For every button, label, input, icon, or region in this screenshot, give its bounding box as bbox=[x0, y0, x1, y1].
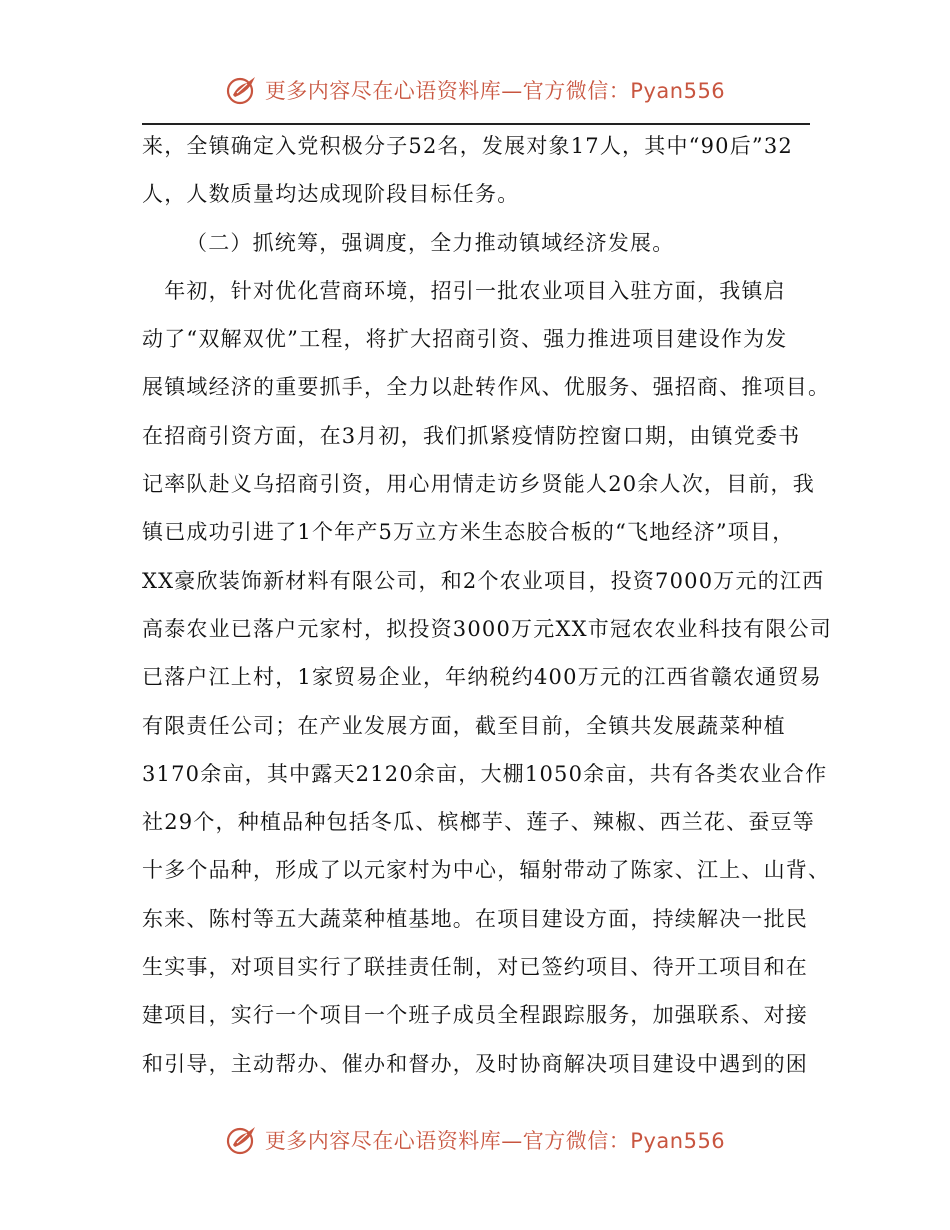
text-line: 高泰农业已落户元家村，拟投资3000万元XX市冠农农业科技有限公司 bbox=[142, 616, 832, 641]
text-line: 展镇域经济的重要抓手，全力以赴转作风、优服务、强招商、推项目。 bbox=[142, 375, 831, 400]
banner-text: 更多内容尽在心语资料库—官方微信：Pyan556 bbox=[264, 1129, 726, 1153]
text-line: 动了“双解双优”工程，将扩大招商引资、强力推进项目建设作为发 bbox=[142, 327, 788, 352]
text-line: 人，人数质量均达成现阶段目标任务。 bbox=[142, 182, 520, 207]
text-line: 3170余亩，其中露天2120余亩，大棚1050余亩，共有各类农业合作 bbox=[142, 761, 828, 786]
pen-logo-icon bbox=[225, 73, 259, 107]
header-banner bbox=[0, 68, 950, 112]
text-line: 生实事，对项目实行了联挂责任制，对已签约项目、待开工项目和在 bbox=[142, 955, 808, 980]
text-line: 镇已成功引进了1个年产5万立方米生态胶合板的“飞地经济”项目， bbox=[142, 520, 795, 545]
section-heading: （二）抓统筹，强调度，全力推动镇域经济发展。 bbox=[186, 230, 675, 255]
document-body bbox=[142, 122, 832, 1088]
footer-banner bbox=[0, 1118, 950, 1162]
text-line: 来，全镇确定入党积极分子52名，发展对象17人，其中“90后”32 bbox=[142, 134, 793, 158]
text-line: 十多个品种，形成了以元家村为中心，辐射带动了陈家、江上、山背、 bbox=[142, 858, 831, 883]
banner-text: 更多内容尽在心语资料库—官方微信：Pyan556 bbox=[264, 79, 726, 103]
text-line: 已落户江上村，1家贸易企业，年纳税约400万元的江西省赣农通贸易 bbox=[142, 665, 822, 690]
text-line: 在招商引资方面，在3月初，我们抓紧疫情防控窗口期，由镇党委书 bbox=[142, 423, 801, 448]
text-line: 社29个，种植品种包括冬瓜、槟榔芋、莲子、辣椒、西兰花、蚕豆等 bbox=[142, 810, 815, 835]
text-line: 记率队赴义乌招商引资，用心用情走访乡贤能人20余人次，目前，我 bbox=[142, 472, 815, 497]
text-line: 建项目，实行一个项目一个班子成员全程跟踪服务，加强联系、对接 bbox=[142, 1003, 808, 1028]
text-line: 年初，针对优化营商环境，招引一批农业项目入驻方面，我镇启 bbox=[142, 278, 786, 303]
text-line: XX豪欣装饰新材料有限公司，和2个农业项目，投资7000万元的江西 bbox=[142, 568, 825, 593]
text-line: 有限责任公司；在产业发展方面，截至目前，全镇共发展蔬菜种植 bbox=[142, 713, 786, 738]
text-line: 东来、陈村等五大蔬菜种植基地。在项目建设方面，持续解决一批民 bbox=[142, 906, 808, 931]
text-line: 和引导，主动帮办、催办和督办，及时协商解决项目建设中遇到的困 bbox=[142, 1051, 808, 1076]
pen-logo-icon bbox=[225, 1123, 259, 1157]
